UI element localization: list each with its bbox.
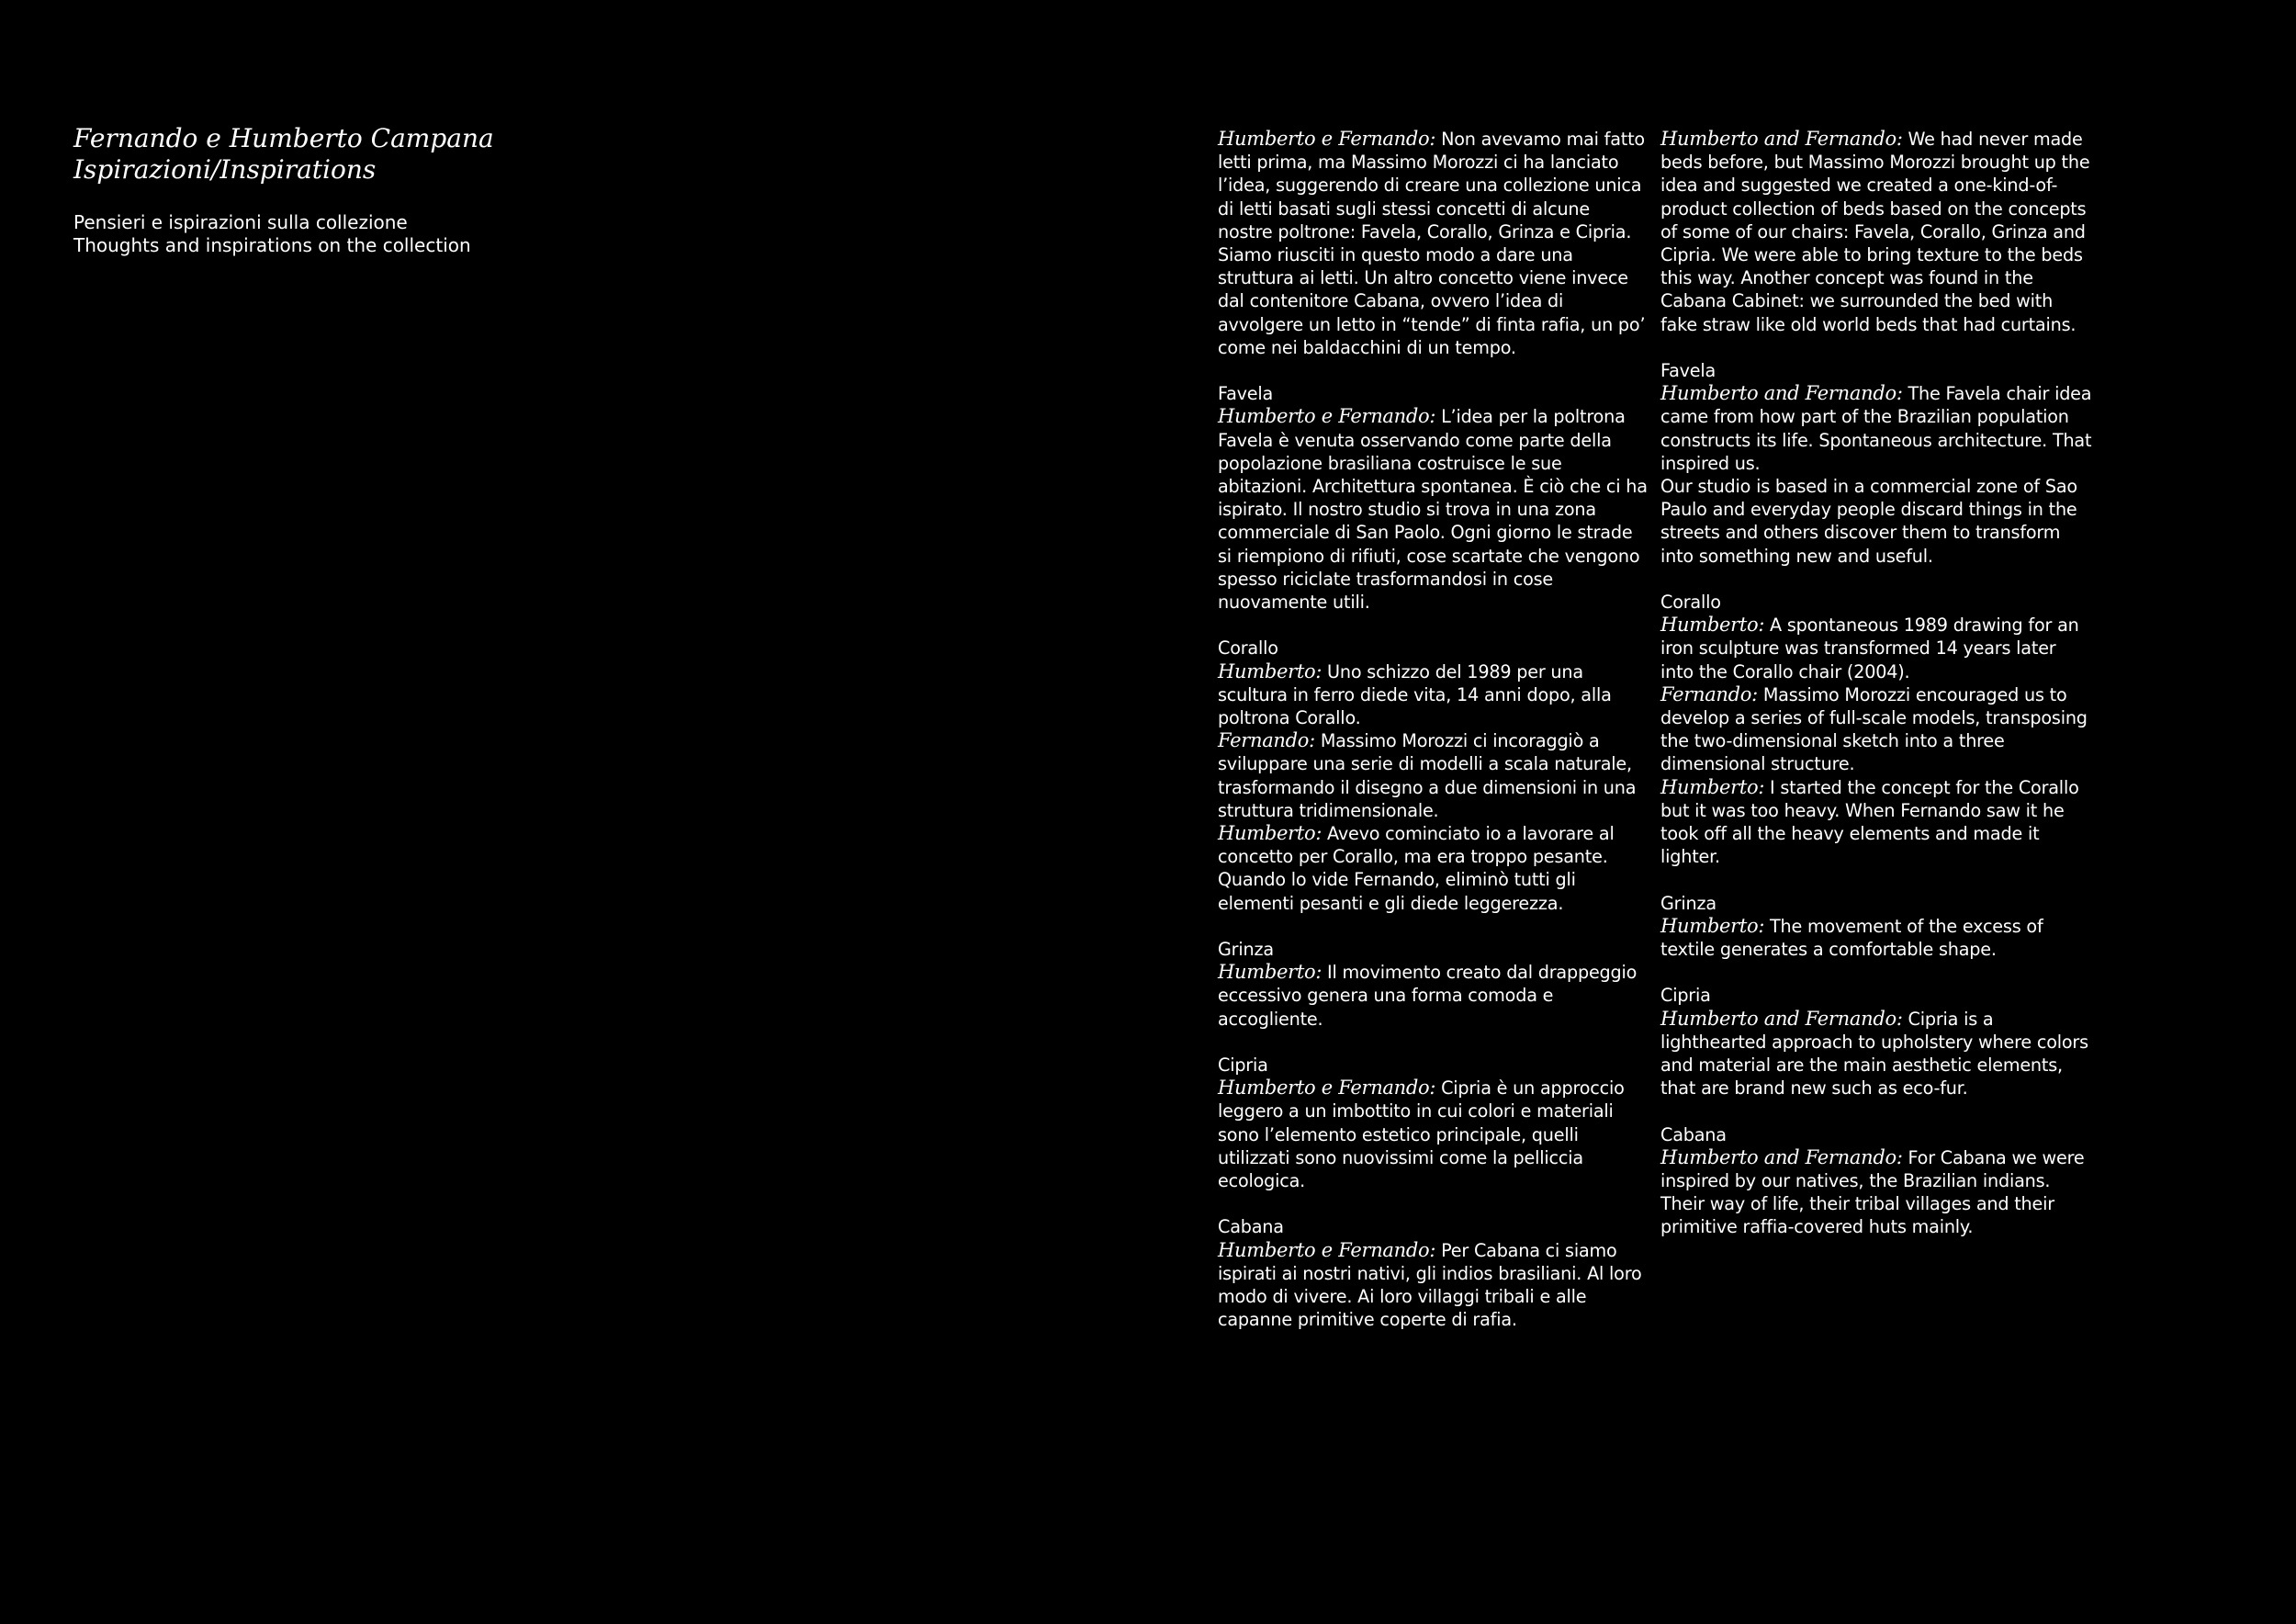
body-text: Uno schizzo del 1989 per una scultura in ferro diede vita, 14 anni dopo, alla poltrona Corallo.	[1218, 660, 1612, 729]
section-heading-cabana: Cabana	[1218, 1216, 1284, 1238]
intro-block-it	[1218, 128, 1649, 359]
speaker-label: Humberto:	[1660, 914, 1765, 937]
speaker-label: Humberto and Fernando:	[1660, 1007, 1903, 1030]
speaker-label: Humberto:	[1660, 775, 1765, 798]
body-text: Massimo Morozzi encouraged us to develop a series of full-scale models, transposing the two-dimensional sketch into a three dimensional structure.	[1660, 683, 2088, 775]
speaker-label: Humberto and Fernando:	[1660, 382, 1903, 405]
cabana-block-en	[1660, 1123, 2092, 1239]
body-text: Cipria è un approccio leggero a un imbottito in cui colori e materiali sono l’elemento estetico principale, quelli utilizzati sono nuovissimi come la pelliccia ecologica.	[1218, 1077, 1625, 1192]
body-text: Our studio is based in a commercial zone of Sao Paulo and everyday people discard things in the streets and others discover them to transform into something new and useful.	[1660, 476, 2077, 567]
corallo-block-en	[1660, 591, 2092, 868]
speaker-label: Humberto:	[1218, 961, 1322, 984]
speaker-label: Humberto:	[1660, 614, 1765, 637]
grinza-block-it	[1218, 938, 1649, 1031]
section-heading-grinza: Grinza	[1660, 892, 1716, 914]
favela-block-it	[1218, 382, 1649, 614]
speaker-label: Fernando:	[1660, 682, 1758, 705]
section-heading-cipria: Cipria	[1218, 1054, 1268, 1077]
body-text: We had never made beds before, but Massimo Morozzi brought up the idea and suggested we created a one-kind-of-product collection of beds based on the concepts of some of our chairs: Favela, Corallo, Grinza and Cipria. We were able to bring texture to the beds this way. Another concept was found in the Cabana Cabinet: we surrounded the bed with fake straw like old world beds that had curtains.	[1660, 129, 2090, 335]
speaker-label: Fernando:	[1218, 729, 1315, 752]
intro-block-en	[1660, 128, 2092, 336]
corallo-block-it	[1218, 637, 1649, 914]
body-text: A spontaneous 1989 drawing for an iron sculpture was transformed 14 years later into the Corallo chair (2004).	[1660, 615, 2079, 682]
speaker-label: Humberto:	[1218, 660, 1322, 682]
subtitle-block	[73, 211, 735, 257]
cabana-block-it	[1218, 1215, 1649, 1331]
english-column	[1660, 128, 2092, 1262]
cipria-block-en	[1660, 984, 2092, 1100]
subtitle-italian: Pensieri e ispirazioni sulla collezione	[73, 211, 408, 233]
body-text: L’idea per la poltrona Favela è venuta osservando come parte della popolazione brasiliana costruisce le sue abitazioni. Architettura spontanea. È ciò che ci ha ispirato. Il nostro studio si trova in una zona commerciale di San Paolo. Ogni giorno le strade si riempiono di rifiuti, cose scartate che vengono spesso riciclate trasformandosi in cose nuovamente utili.	[1218, 406, 1648, 614]
speaker-label: Humberto e Fernando:	[1218, 1238, 1436, 1261]
body-text: For Cabana we were inspired by our natives, the Brazilian indians. Their way of life, their tribal villages and their primitive raffia-covered huts mainly.	[1660, 1146, 2085, 1238]
speaker-label: Humberto e Fernando:	[1218, 405, 1436, 428]
body-text: Avevo cominciato io a lavorare al concetto per Corallo, ma era troppo pesante. Quando lo vide Fernando, eliminò tutti gli elementi pesanti e gli diede leggerezza.	[1218, 823, 1615, 914]
speaker-label: Humberto e Fernando:	[1218, 128, 1436, 150]
section-heading-corallo: Corallo	[1218, 637, 1278, 660]
body-text: Per Cabana ci siamo ispirati ai nostri nativi, gli indios brasiliani. Al loro modo di vivere. Ai loro villaggi tribali e alle capanne primitive coperte di rafia.	[1218, 1239, 1642, 1331]
body-text: Non avevamo mai fatto letti prima, ma Massimo Morozzi ci ha lanciato l’idea, suggerendo di creare una collezione unica di letti basati sugli stessi concetti di alcune nostre poltrone: Favela, Corallo, Grinza e Cipria. Siamo riusciti in questo modo a dare una struttura ai letti. Un altro concetto viene invece dal contenitore Cabana, ovvero l’idea di avvolgere un letto in “tende” di finta rafia, un po’ come nei baldacchini di un tempo.	[1218, 129, 1646, 358]
body-text: The Favela chair idea came from how part of the Brazilian population constructs its life. Spontaneous architecture. That inspired us.	[1660, 383, 2092, 474]
speaker-label: Humberto and Fernando:	[1660, 128, 1903, 150]
page-title: Fernando e Humberto Campana	[73, 123, 494, 153]
section-heading-grinza: Grinza	[1218, 939, 1274, 961]
italian-column	[1218, 128, 1649, 1355]
favela-block-en	[1660, 359, 2092, 568]
grinza-block-en	[1660, 892, 2092, 962]
body-text: The movement of the excess of textile generates a comfortable shape.	[1660, 915, 2043, 961]
speaker-label: Humberto e Fernando:	[1218, 1077, 1436, 1100]
section-heading-cipria: Cipria	[1660, 985, 1711, 1007]
section-heading-cabana: Cabana	[1660, 1123, 1727, 1145]
section-heading-favela: Favela	[1218, 383, 1274, 405]
cipria-block-it	[1218, 1054, 1649, 1192]
speaker-label: Humberto and Fernando:	[1660, 1145, 1903, 1168]
body-text: I started the concept for the Corallo but it was too heavy. When Fernando saw it he took off all the heavy elements and made it lighter.	[1660, 776, 2079, 868]
speaker-label: Humberto:	[1218, 822, 1322, 845]
section-heading-favela: Favela	[1660, 360, 1716, 382]
subtitle-english: Thoughts and inspirations on the collection	[73, 234, 471, 256]
body-text: Cipria is a lighthearted approach to upholstery where colors and material are the main aesthetic elements, that are brand new such as eco-fur.	[1660, 1008, 2088, 1100]
section-heading-corallo: Corallo	[1660, 592, 1721, 614]
body-text: Il movimento creato dal drappeggio eccessivo genera una forma comoda e accogliente.	[1218, 962, 1638, 1030]
page-title-sub: Ispirazioni/Inspirations	[73, 154, 377, 185]
page-header	[73, 123, 735, 257]
body-text: Massimo Morozzi ci incoraggiò a sviluppare una serie di modelli a scala naturale, trasformando il disegno a due dimensioni in una struttura tridimensionale.	[1218, 730, 1637, 821]
